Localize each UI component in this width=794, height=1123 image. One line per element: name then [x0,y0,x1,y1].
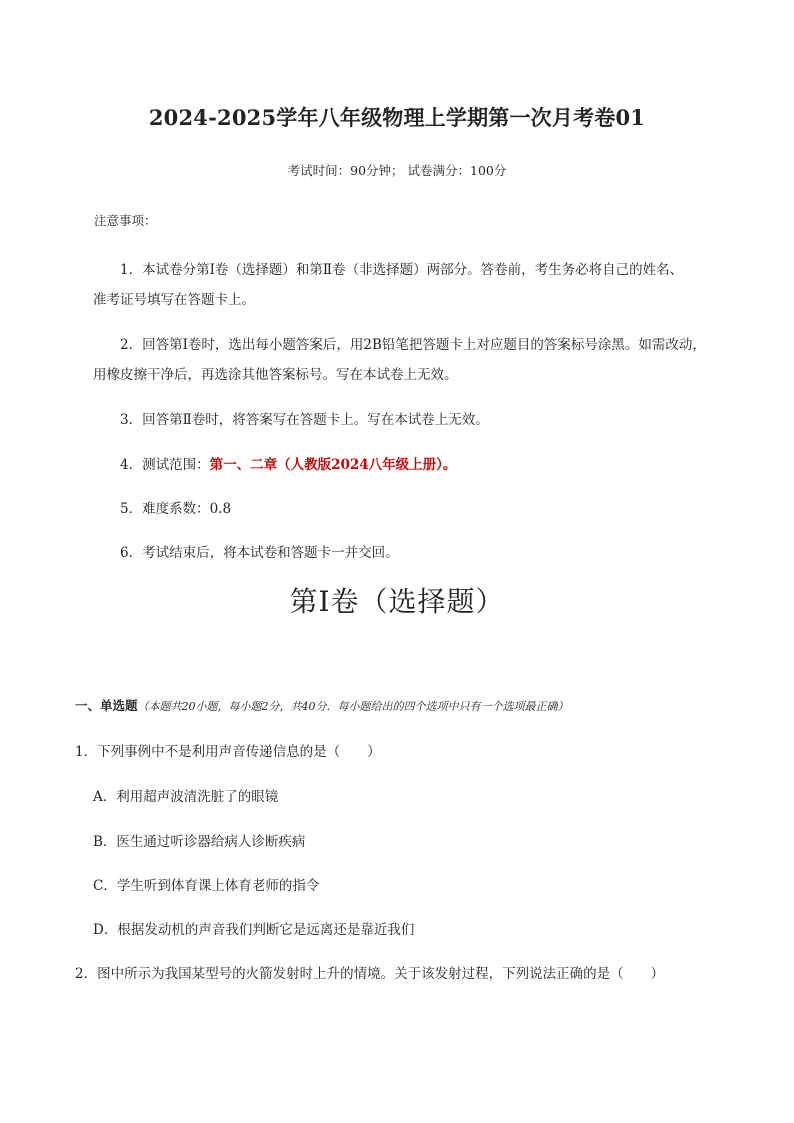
part-heading-label: 一、单选题 [75,698,138,713]
notice-item-1-line-1: 1．本试卷分第Ⅰ卷（选择题）和第Ⅱ卷（非选择题）两部分。答卷前，考生务必将自己的姓名、 [120,262,684,278]
test-scope-highlight: 第一、二章（人教版2024八年级上册）。 [209,457,457,473]
question-1-option-b: B．医生通过听诊器给病人诊断疾病 [93,834,306,850]
exam-subtitle: 考试时间：90分钟； 试卷满分：100分 [287,163,507,178]
section-title: 第Ⅰ卷（选择题） [289,585,505,618]
question-2-stem: 2．图中所示为我国某型号的火箭发射时上升的情境。关于该发射过程，下列说法正确的是（ ） [75,966,665,982]
notice-item-3: 3．回答第Ⅱ卷时，将答案写在答题卡上。写在本试卷上无效。 [120,412,489,428]
notice-item-4-prefix: 4．测试范围： [120,457,210,473]
question-1-option-d: D．根据发动机的声音我们判断它是远离还是靠近我们 [93,922,415,938]
notice-item-2-line-1: 2．回答第Ⅰ卷时，选出每小题答案后，用2B铅笔把答题卡上对应题目的答案标号涂黑。如需改动， [120,337,706,353]
notice-item-2-line-2: 用橡皮擦干净后，再选涂其他答案标号。写在本试卷上无效。 [93,367,458,383]
notice-item-4 [120,453,456,473]
notice-item-5: 5．难度系数：0.8 [120,501,232,517]
question-1-option-a: A．利用超声波清洗脏了的眼镜 [93,789,279,805]
notice-item-1-line-2: 准考证号填写在答题卡上。 [93,292,255,308]
question-1-stem: 1．下列事例中不是利用声音传递信息的是（ ） [75,744,381,760]
notice-heading: 注意事项： [94,213,157,228]
exam-title: 2024-2025学年八年级物理上学期第一次月考卷01 [148,105,646,130]
notice-item-6: 6．考试结束后，将本试卷和答题卡一并交回。 [120,545,399,561]
part-heading-note: （本题共20小题，每小题2分，共40分．每小题给出的四个选项中只有一个选项最正确） [137,700,569,713]
question-1-option-c: C．学生听到体育课上体育老师的指令 [93,878,320,894]
part-heading [75,696,569,714]
